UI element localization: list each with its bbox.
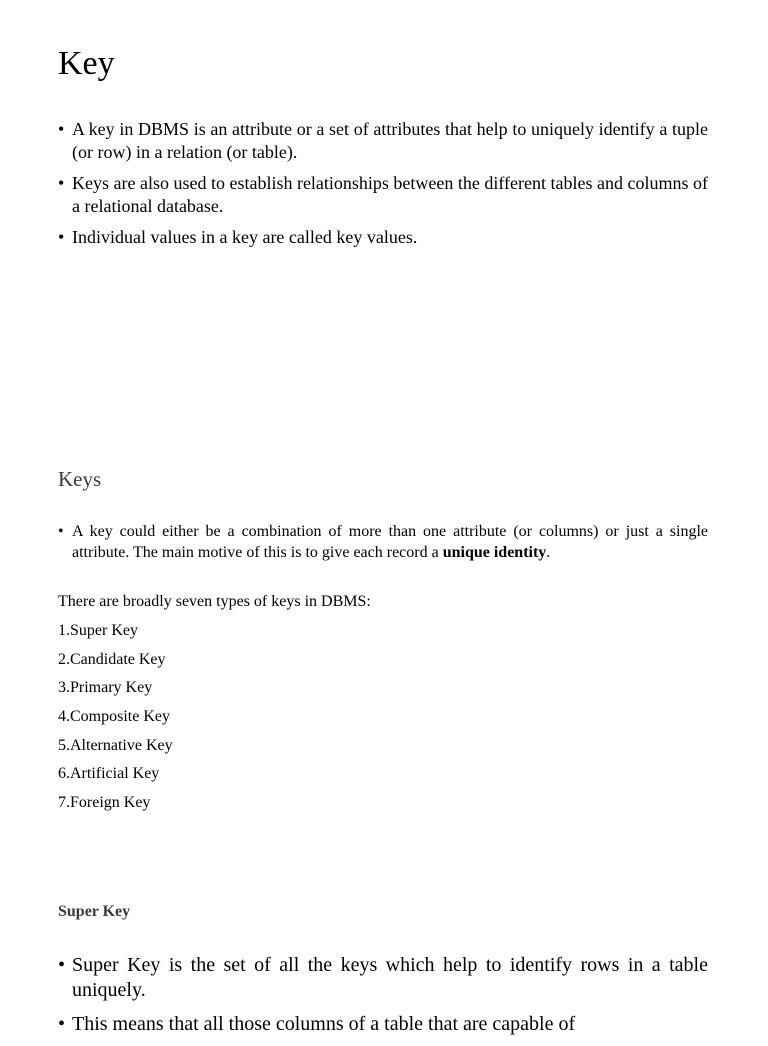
bullet-item: • Keys are also used to establish relationships between the different tables and columns of a relational database. — [58, 172, 708, 218]
bullet-text: A key could either be a combination of more than one attribute (or columns) or just a single attribute. The main motive of this is to give each record a — [72, 523, 708, 561]
slide-3-title: Super Key — [58, 903, 131, 920]
slide-1-bullet-list — [58, 118, 708, 257]
bullet-item: • Individual values in a key are called key values. — [58, 226, 708, 249]
bullet-item: • Super Key is the set of all the keys which help to identify rows in a table uniquely. — [58, 953, 708, 1003]
bullet-item: • A key in DBMS is an attribute or a set of attributes that help to uniquely identify a tuple (or row) in a relation (or table). — [58, 118, 708, 164]
bullet-bold-text: unique identity — [442, 544, 547, 561]
key-types-list — [58, 621, 173, 822]
key-type-item: 6.Artificial Key — [58, 765, 160, 783]
slide-1-title: Key — [58, 45, 115, 82]
key-type-item: 5.Alternative Key — [58, 736, 173, 754]
key-type-item: 2.Candidate Key — [58, 650, 166, 668]
bullet-end: . — [546, 544, 551, 561]
key-type-item: 7.Foreign Key — [58, 794, 151, 812]
slide-2-title: Keys — [58, 467, 102, 491]
key-type-item: 3.Primary Key — [58, 679, 153, 697]
bullet-item: • This means that all those columns of a table that are capable of — [58, 1012, 708, 1037]
slide-3-bullet-list — [58, 953, 708, 1046]
key-type-item: 4.Composite Key — [58, 708, 170, 726]
bullet-item — [58, 521, 708, 563]
key-types-intro: There are broadly seven types of keys in DBMS: — [58, 593, 371, 610]
slide-2-bullet-list — [58, 521, 708, 563]
key-type-item: 1.Super Key — [58, 622, 138, 639]
